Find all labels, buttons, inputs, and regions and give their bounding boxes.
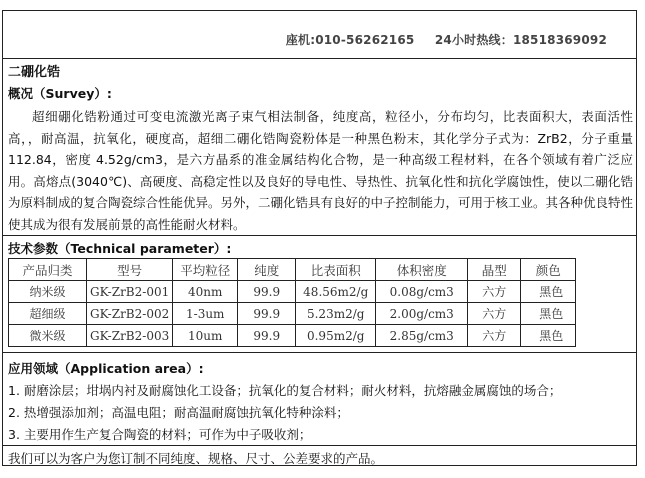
column-header: 比表面积 [296, 259, 376, 281]
column-header: 晶型 [468, 259, 521, 281]
table-cell: GK-ZrB2-002 [87, 303, 173, 325]
table-cell: 48.56m2/g [296, 281, 376, 303]
column-header: 型号 [87, 259, 173, 281]
technical-heading: 技术参数（Technical parameter）: [8, 241, 232, 256]
table-cell: 超细级 [9, 303, 87, 325]
table-cell: 黑色 [521, 325, 576, 347]
table-cell: 99.9 [238, 281, 296, 303]
table-cell: 2.85g/cm3 [376, 325, 468, 347]
column-header: 颜色 [521, 259, 576, 281]
table-cell: 六方 [468, 281, 521, 303]
table-cell: 40nm [173, 281, 238, 303]
column-header: 纯度 [238, 259, 296, 281]
table-cell: GK-ZrB2-001 [87, 281, 173, 303]
table-cell: 六方 [468, 325, 521, 347]
table-cell: 2.00g/cm3 [376, 303, 468, 325]
hotline-phone: 24小时热线：18518369092 [434, 33, 607, 47]
application-item: 2. 热增强添加剂；高温电阻；耐高温耐腐蚀抗氧化特种涂料； [8, 405, 349, 420]
table-cell: 0.08g/cm3 [376, 281, 468, 303]
table-cell: GK-ZrB2-003 [87, 325, 173, 347]
table-cell: 黑色 [521, 303, 576, 325]
table-row [9, 281, 576, 303]
application-item: 1. 耐磨涂层；坩埚内衬及耐腐蚀化工设备；抗氧化的复合材料；耐火材料，抗熔融金属腐蚀的场合； [8, 383, 562, 398]
contact-info [286, 31, 607, 48]
table-row [9, 303, 576, 325]
table-cell: 1-3um [173, 303, 238, 325]
table-cell: 99.9 [238, 325, 296, 347]
table-cell: 10um [173, 325, 238, 347]
divider [2, 445, 637, 446]
table-cell: 5.23m2/g [296, 303, 376, 325]
technical-parameter-table [8, 258, 576, 347]
survey-text: 超细硼化锆粉通过可变电流激光离子束气相法制备，纯度高，粒径小，分布均匀，比表面积大，表面活性高，，耐高温，抗氧化，硬度高，超细二硼化锆陶瓷粉体是一种黑色粉末，其化学分子式为：ZrB2，分子重量 112.84，密度 4.52g/cm3，是六方晶系的准金属结构化合物，是一种高级工程材料，在各个领域有着广泛应用。高熔点(3040℃)、高硬度、高稳定性以及良好的导电性、导热性、抗氧化性和抗化学腐蚀性，使以二硼化锆为原料制成的复合陶瓷综合性能优异。另外，二硼化锆具有良好的中子控制能力，可用于核工业。其各种优良特性使其成为很有发展前景的高性能耐火材料。 [8, 109, 634, 232]
column-header: 体积密度 [376, 259, 468, 281]
table-row [9, 325, 576, 347]
survey-heading: 概况（Survey）: [8, 86, 112, 101]
table-cell: 99.9 [238, 303, 296, 325]
column-header: 平均粒径 [173, 259, 238, 281]
landline-phone: 座机:010-56262165 [285, 33, 415, 47]
table-header-row [9, 259, 576, 281]
column-header: 产品归类 [9, 259, 87, 281]
divider [2, 58, 637, 59]
divider [2, 352, 637, 353]
custom-order-note: 我们可以为客户为您订制不同纯度、规格、尺寸、公差要求的产品。 [8, 451, 384, 466]
table-cell: 0.95m2/g [296, 325, 376, 347]
table-cell: 微米级 [9, 325, 87, 347]
table-cell: 纳米级 [9, 281, 87, 303]
application-heading: 应用领域（Application area）: [8, 361, 204, 376]
table-cell: 六方 [468, 303, 521, 325]
application-item: 3. 主要用作生产复合陶瓷的材料；可作为中子吸收剂； [8, 427, 312, 442]
product-title: 二硼化锆 [8, 65, 61, 80]
table-cell: 黑色 [521, 281, 576, 303]
